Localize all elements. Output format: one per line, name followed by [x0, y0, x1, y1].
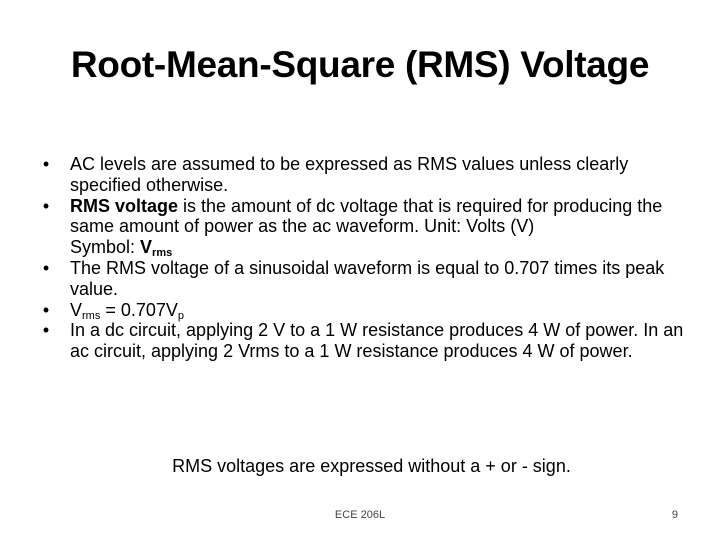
- bullet-icon: •: [42, 195, 50, 216]
- bullet-text: AC levels are assumed to be expressed as RMS values unless clearly specified otherwise.: [70, 154, 629, 195]
- bullet-icon: •: [42, 299, 50, 320]
- bullet-icon: •: [42, 320, 50, 341]
- page-number: 9: [671, 509, 678, 521]
- bullet-text: is the amount of dc voltage that is required for producing the same amount of power as the ac waveform. Unit: Volts (V): [70, 195, 663, 237]
- bullet-item: [36, 300, 686, 321]
- formula: [70, 300, 184, 320]
- bullet-icon: •: [42, 257, 50, 278]
- bullet-item: [36, 196, 686, 258]
- formula-rhs: = 0.707V: [100, 299, 178, 320]
- bullet-text: The RMS voltage of a sinusoidal waveform is equal to 0.707 times its peak value.: [70, 257, 665, 299]
- slide-note: RMS voltages are expressed without a + or - sign.: [172, 456, 571, 476]
- symbol-label: Symbol:: [70, 237, 141, 258]
- bullet-text: In a dc circuit, applying 2 V to a 1 W resistance produces 4 W of power. In an ac circuit, applying 2 Vrms to a 1 W resistance produces 4 W of power.: [70, 320, 684, 362]
- formula-rhs-subscript: p: [177, 309, 185, 322]
- formula-lhs-subscript: rms: [82, 309, 101, 322]
- bullet-icon: •: [42, 154, 50, 174]
- bullet-item: [36, 320, 686, 362]
- slide-title: Root-Mean-Square (RMS) Voltage: [70, 44, 650, 85]
- symbol-value: [140, 237, 173, 260]
- formula-lhs: V: [70, 299, 83, 320]
- bullet-list: [36, 154, 686, 362]
- symbol-base: V: [140, 237, 153, 258]
- footer-text: ECE 206L: [334, 509, 386, 521]
- bullet-item: [36, 258, 686, 300]
- symbol-subscript: rms: [152, 247, 173, 260]
- bullet-item: [36, 154, 686, 196]
- bullet-bold-term: RMS voltage: [70, 195, 179, 216]
